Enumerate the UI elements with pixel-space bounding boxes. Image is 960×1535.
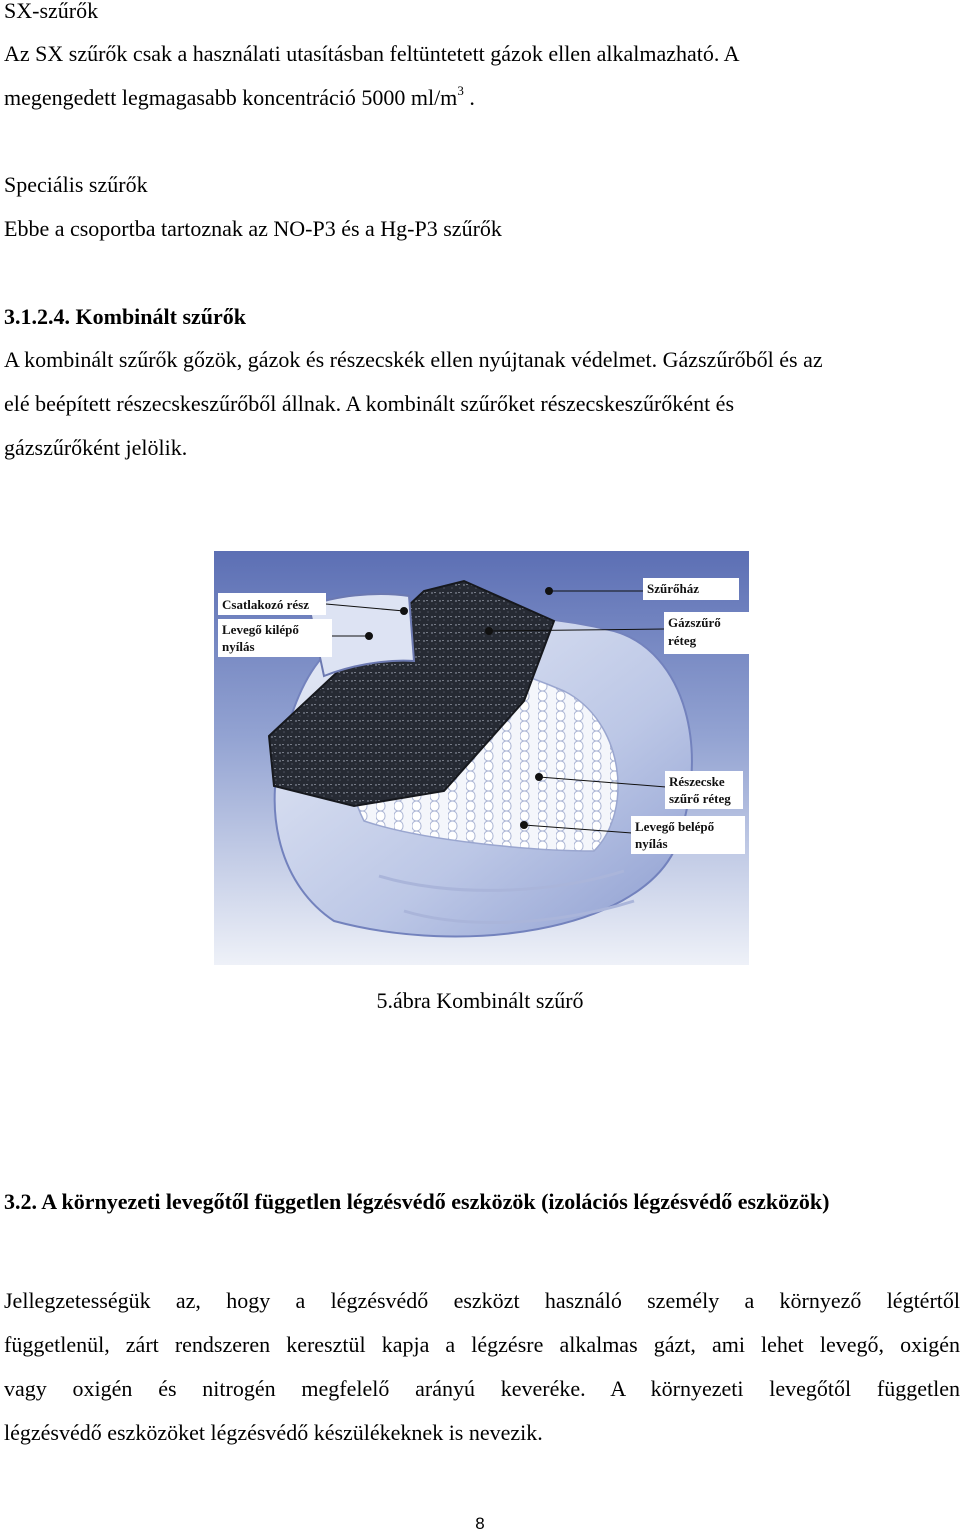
page-number: 8 [475, 1514, 485, 1533]
isolating-line-2: függetlenül, zárt rendszeren keresztül kapja a légzésre alkalmas gázt, ami lehet levegő, oxigén [4, 1332, 960, 1357]
leader-dot [536, 774, 543, 781]
combined-line-3: gázszűrőként jelölik. [4, 435, 188, 460]
label-air-inlet-1: Levegő belépő [635, 819, 715, 834]
leader-dot [546, 588, 553, 595]
sx-line2-end: . [463, 85, 475, 110]
leader-dot [366, 633, 373, 640]
figure-caption: 5.ábra Kombinált szűrő [376, 988, 584, 1013]
isolating-line-1: Jellegzetességük az, hogy a légzésvédő eszközt használó személy a környező légtértől [4, 1288, 960, 1313]
sx-line2-text: megengedett legmagasabb koncentráció 5000 ml/m [4, 85, 458, 110]
sx-paragraph-line-1: Az SX szűrők csak a használati utasításban feltüntetett gázok ellen alkalmazható. A [4, 41, 740, 66]
combined-line-1: A kombinált szűrők gőzök, gázok és részecskék ellen nyújtanak védelmet. Gázszűrőből és az [4, 347, 823, 372]
special-paragraph: Ebbe a csoportba tartoznak az NO-P3 és a Hg-P3 szűrők [4, 216, 502, 241]
label-air-inlet-2: nyílás [635, 836, 668, 851]
label-gas-layer-2: réteg [668, 633, 697, 648]
label-housing: Szűrőház [647, 581, 699, 596]
label-gas-layer-1: Gázszűrő [668, 615, 721, 630]
leader-dot [521, 822, 528, 829]
label-air-outlet-1: Levegő kilépő [222, 622, 299, 637]
special-heading: Speciális szűrők [4, 172, 148, 197]
combined-line-2: elé beépített részecskeszűrőből állnak. A kombinált szűrőket részecskeszűrőként és [4, 391, 735, 416]
leader-dot [401, 608, 408, 615]
isolating-line-3: vagy oxigén és nitrogén megfelelő arányú keveréke. A környezeti levegőtől független [4, 1376, 960, 1401]
label-particle-layer-1: Részecske [669, 774, 725, 789]
superscript-3: 3 [457, 83, 464, 98]
combined-filter-cutaway-figure [214, 551, 749, 965]
isolating-line-4: légzésvédő eszközöket légzésvédő készülékeknek is nevezik. [4, 1420, 543, 1445]
label-connector: Csatlakozó rész [222, 597, 310, 612]
isolating-heading: 3.2. A környezeti levegőtől független légzésvédő eszközök (izolációs légzésvédő eszközök) [4, 1189, 830, 1214]
label-air-outlet-2: nyílás [222, 639, 255, 654]
sx-paragraph-line-2 [4, 85, 475, 111]
sx-heading: SX-szűrők [4, 0, 99, 23]
leader-dot [486, 628, 493, 635]
combined-heading: 3.1.2.4. Kombinált szűrők [4, 304, 247, 329]
label-particle-layer-2: szűrő réteg [669, 791, 731, 806]
